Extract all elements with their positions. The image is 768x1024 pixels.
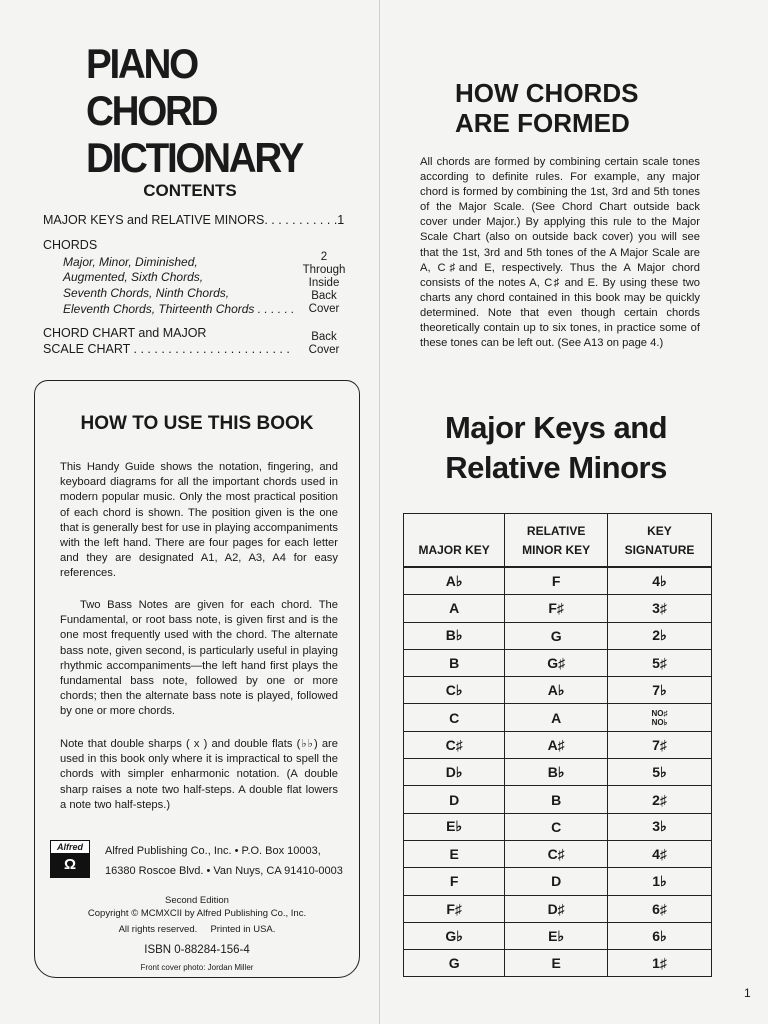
major-key-cell: A♭ <box>404 567 505 595</box>
toc-chords-heading: CHORDS <box>43 238 98 252</box>
relative-minor-cell: C♯ <box>505 840 608 867</box>
major-key-cell: A <box>404 595 505 622</box>
key-signature-cell: 3♭ <box>607 813 711 840</box>
key-signature-cell: 2♯ <box>607 786 711 813</box>
toc-page-text: Back <box>311 290 337 302</box>
major-keys-table <box>403 513 712 977</box>
relative-minor-cell: F <box>505 567 608 595</box>
toc-chart-line1: CHORD CHART and MAJOR <box>43 326 207 340</box>
title-line-2: CHORD <box>86 87 217 134</box>
toc-chart-pages <box>289 331 359 357</box>
photo-credit: Front cover photo: Jordan Miller <box>140 963 254 972</box>
book-title <box>86 40 353 181</box>
table-row <box>404 704 712 731</box>
table-row <box>404 622 712 649</box>
toc-chords-pages <box>289 251 359 316</box>
major-key-cell: F <box>404 868 505 895</box>
table-row <box>404 731 712 758</box>
key-signature-cell: 3♯ <box>607 595 711 622</box>
toc-page-text: Cover <box>308 303 340 315</box>
table-row <box>404 895 712 922</box>
key-signature-cell: 6♭ <box>607 922 711 949</box>
page-number: 1 <box>744 986 751 1000</box>
relative-minor-cell: G <box>505 622 608 649</box>
relative-minor-cell: E <box>505 950 608 977</box>
relative-minor-cell: F♯ <box>505 595 608 622</box>
heading-line: ARE FORMED <box>455 108 630 138</box>
major-key-cell: D♭ <box>404 759 505 786</box>
toc-major-keys: MAJOR KEYS and RELATIVE MINORS. . . . . . . . . . .1 <box>43 213 345 227</box>
table-row <box>404 950 712 977</box>
table-row <box>404 813 712 840</box>
toc-chords-item: Major, Minor, Diminished, <box>63 255 198 269</box>
toc-page-text: Cover <box>308 344 340 356</box>
isbn-text: ISBN 0-88284-156-4 <box>144 944 250 956</box>
table-body <box>404 567 712 977</box>
toc-page-text: Inside <box>308 277 340 289</box>
heading-line: Major Keys and <box>444 410 668 445</box>
table-row <box>404 677 712 704</box>
table-row <box>404 922 712 949</box>
table-row <box>404 759 712 786</box>
table-row <box>404 868 712 895</box>
header-major-key: MAJOR KEY <box>404 514 505 568</box>
alfred-logo <box>50 840 90 878</box>
how-to-use-paragraph-3 <box>60 737 338 813</box>
major-key-cell: D <box>404 786 505 813</box>
relative-minor-cell: C <box>505 813 608 840</box>
how-chords-heading <box>455 78 638 138</box>
key-signature-cell: 2♭ <box>607 622 711 649</box>
how-to-use-paragraph-1 <box>60 460 338 582</box>
table-row <box>404 786 712 813</box>
relative-minor-cell: A♭ <box>505 677 608 704</box>
major-key-cell: G♭ <box>404 922 505 949</box>
how-chords-text: All chords are formed by combining certain scale tones according to definite rules. For example, any major chord is formed by combining the 1st, 3rd and 5th tones of the Major Scale. (See Chord Chart outside back cover under Major.) By applying this rule to the Major Scale Chart (also on outside back cover) you will see that the 1st, 3rd and 5th tones of the A Major Scale are A, C♯and E, respectively. Thus the A Major chord consists of the notes A, C♯ and E. By using these two charts any chord contained in this book may be quickly determined. Note that even though certain chords theoretically contain up to six tones, in practice some of these tones can be left out. (See A13 on page 4.) <box>420 156 700 350</box>
table-row <box>404 567 712 595</box>
major-key-cell: C <box>404 704 505 731</box>
major-key-cell: B <box>404 649 505 676</box>
key-signature-cell: NO♯ NO♭ <box>607 704 711 731</box>
key-signature-cell: 1♭ <box>607 868 711 895</box>
relative-minor-cell: E♭ <box>505 922 608 949</box>
key-signature-cell: 7♯ <box>607 731 711 758</box>
page-fold-line <box>379 0 380 1024</box>
major-key-cell: G <box>404 950 505 977</box>
major-key-cell: E <box>404 840 505 867</box>
relative-minor-cell: D♯ <box>505 895 608 922</box>
copyright-text: Copyright © MCMXCII by Alfred Publishing Co., Inc. <box>87 908 307 919</box>
toc-chords-item: Augmented, Sixth Chords, <box>63 270 204 284</box>
toc-chords-item: Seventh Chords, Ninth Chords, <box>63 286 230 300</box>
major-key-cell: C♯ <box>404 731 505 758</box>
toc-page-text: Back <box>311 331 337 343</box>
toc-chart-line2: SCALE CHART . . . . . . . . . . . . . . . . . . . . . . . <box>43 342 290 356</box>
header-key-signature: KEY SIGNATURE <box>607 514 711 568</box>
edition-text: Second Edition <box>165 895 229 906</box>
key-signature-cell: 5♯ <box>607 649 711 676</box>
major-key-cell: F♯ <box>404 895 505 922</box>
logo-mark: Ω <box>51 853 89 877</box>
table-row <box>404 840 712 867</box>
publisher-address-line2: 16380 Roscoe Blvd. • Van Nuys, CA 91410-0003 <box>105 865 343 877</box>
title-line-3: DICTIONARY <box>86 134 302 181</box>
heading-line: Relative Minors <box>445 450 667 485</box>
toc-chords-item: Eleventh Chords, Thirteenth Chords . . . . . . <box>63 302 295 316</box>
logo-wordmark: Alfred <box>51 841 89 853</box>
paragraph-text: Two Bass Notes are given for each chord. The Fundamental, or root bass note, is given first and is the one most frequently used with the chord. The alternate bass note, given second, is particularly useful in playing rhythmic accompaniments—the left hand first plays the fundamental bass note, followed by one or more chords; then the alternate bass note is played, followed by one or more chords. <box>60 599 338 718</box>
key-signature-cell: 5♭ <box>607 759 711 786</box>
major-key-cell: B♭ <box>404 622 505 649</box>
heading-line: HOW CHORDS <box>455 78 639 108</box>
paragraph-text: Note that double sharps ( x ) and double flats (♭♭) are used in this book only where it is impractical to spell the chords with simpler enharmonic notation. (A double sharp raises a note two half-steps. A double flat lowers a note two half-steps.) <box>60 738 338 811</box>
key-signature-cell: 4♭ <box>607 567 711 595</box>
paragraph-text: This Handy Guide shows the notation, fingering, and keyboard diagrams for all the important chords used in modern popular music. Only the most practical position of each chord is shown. The position given is the one that is generally best for use in playing accompaniments with the left hand. There are four pages for each letter and they are designated A1, A2, A3, A4 for easy references. <box>60 461 338 580</box>
header-relative-minor: RELATIVE MINOR KEY <box>505 514 608 568</box>
relative-minor-cell: A <box>505 704 608 731</box>
toc-page-text: Through <box>302 264 346 276</box>
table-row <box>404 595 712 622</box>
key-signature-cell: 4♯ <box>607 840 711 867</box>
toc-page-text: 2 <box>320 251 328 263</box>
major-key-cell: C♭ <box>404 677 505 704</box>
major-key-cell: E♭ <box>404 813 505 840</box>
key-signature-cell: 1♯ <box>607 950 711 977</box>
relative-minor-cell: D <box>505 868 608 895</box>
rights-text: All rights reserved. Printed in USA. <box>118 924 276 935</box>
how-to-use-heading: HOW TO USE THIS BOOK <box>80 413 314 434</box>
relative-minor-cell: A♯ <box>505 731 608 758</box>
table-row <box>404 649 712 676</box>
publisher-address-line1: Alfred Publishing Co., Inc. • P.O. Box 10003, <box>105 845 321 857</box>
key-signature-cell: 6♯ <box>607 895 711 922</box>
relative-minor-cell: B♭ <box>505 759 608 786</box>
table-header-row <box>404 514 712 568</box>
major-keys-heading <box>386 408 726 488</box>
relative-minor-cell: G♯ <box>505 649 608 676</box>
title-line-1: PIANO <box>86 40 197 87</box>
relative-minor-cell: B <box>505 786 608 813</box>
key-signature-cell: 7♭ <box>607 677 711 704</box>
contents-heading: CONTENTS <box>143 181 237 200</box>
how-to-use-paragraph-2 <box>60 598 338 720</box>
